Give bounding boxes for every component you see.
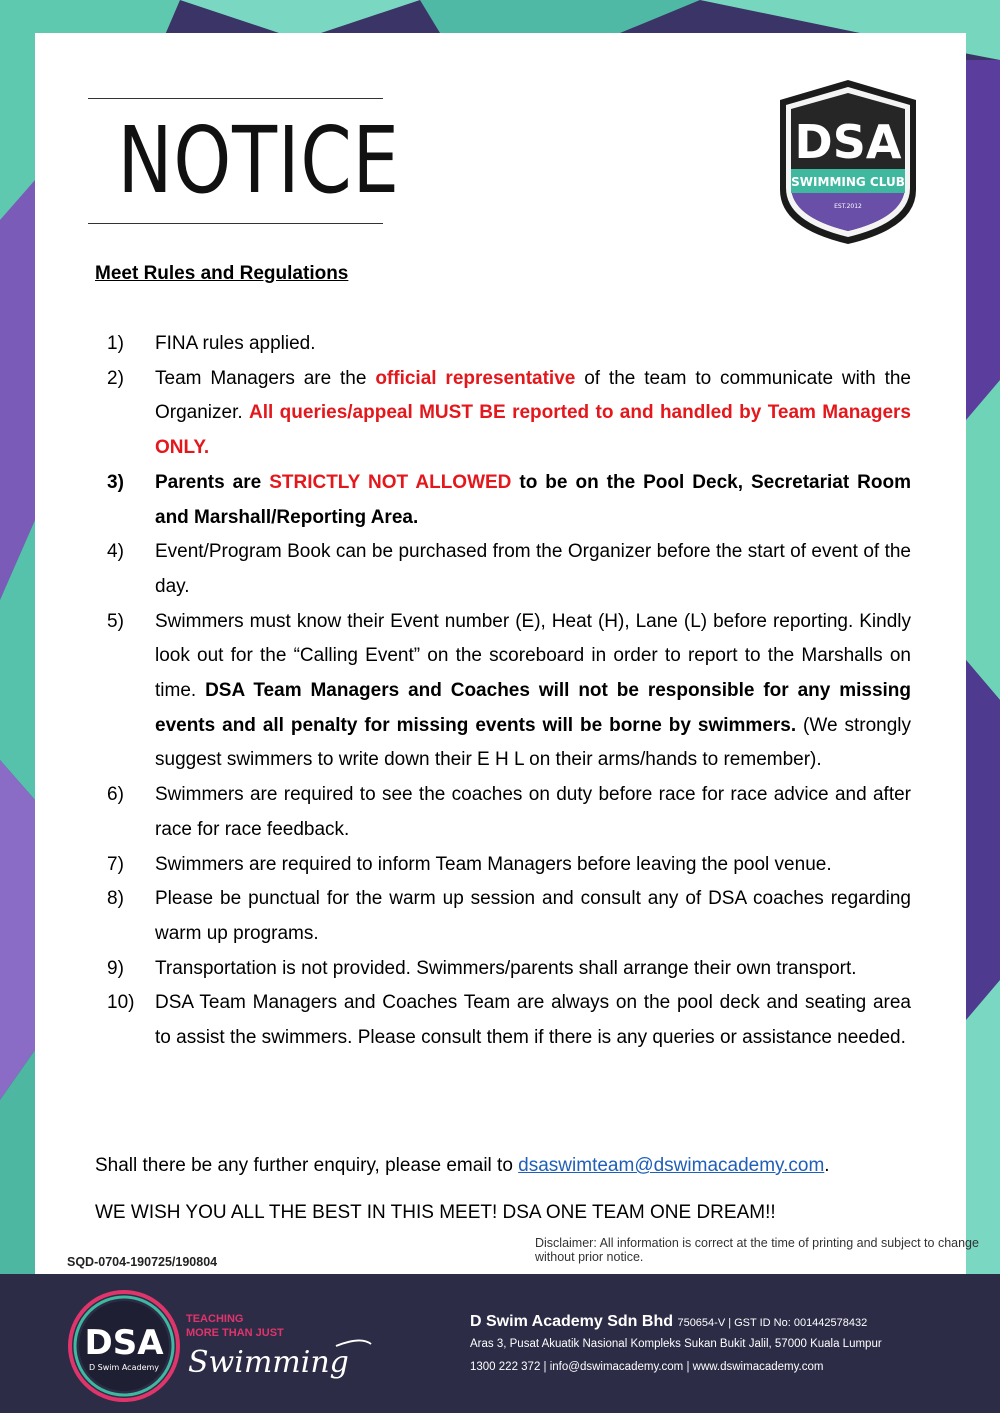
- rule-text-part: (We strongly suggest swimmers to write down their E H L on their arms/hands to remember).: [155, 714, 911, 771]
- rule-text-part: Swimmers are required to inform Team Managers before leaving the pool venue.: [155, 853, 832, 875]
- rule-text: [155, 986, 911, 1055]
- company-contact: 1300 222 372 | info@dswimacademy.com | www.dswimacademy.com: [470, 1361, 824, 1373]
- rule-number: 10): [107, 992, 135, 1014]
- rule-text: [155, 882, 911, 951]
- rule-text-part: Transportation is not provided. Swimmers/parents shall arrange their own transport.: [155, 957, 857, 979]
- swimming-signature: [186, 1326, 376, 1386]
- tagline-line-1: TEACHING: [186, 1313, 244, 1325]
- logo-band-text: SWIMMING CLUB: [791, 175, 905, 189]
- rule-number: 8): [107, 888, 124, 910]
- rule-text-part: STRICTLY NOT ALLOWED: [269, 471, 512, 493]
- rule-number: 5): [107, 610, 124, 632]
- rule-text-part: Swimmers must know their Event number (E), Heat (H), Lane (L) before reporting. Kindly look out for the “Calling Event” on the scoreboard in order to report to the Marshalls on time.: [155, 610, 911, 702]
- section-heading: Meet Rules and Regulations: [95, 263, 349, 284]
- notice-title: NOTICE: [117, 107, 400, 214]
- rule-number: 4): [107, 541, 124, 563]
- closing-wish: WE WISH YOU ALL THE BEST IN THIS MEET! DSA ONE TEAM ONE DREAM!!: [95, 1202, 776, 1223]
- rule-number: 1): [107, 333, 124, 354]
- rule-text-part: official representative: [375, 367, 576, 389]
- enquiry-suffix: .: [824, 1155, 830, 1176]
- company-name-text: D Swim Academy Sdn Bhd: [470, 1313, 673, 1330]
- company-registration: 750654-V | GST ID No: 001442578432: [677, 1317, 868, 1329]
- rule-item: [107, 986, 911, 1055]
- disclaimer: Disclaimer: All information is correct at the time of printing and subject to change without prior notice.: [535, 1236, 979, 1264]
- rule-text-part: Event/Program Book can be purchased from the Organizer before the start of event of the day.: [155, 541, 911, 597]
- rule-item: [107, 778, 911, 847]
- rule-number: 7): [107, 853, 124, 875]
- rule-item: [107, 535, 911, 604]
- company-name: [470, 1313, 867, 1331]
- rule-text-part: FINA rules applied.: [155, 333, 316, 354]
- tagline-line-2: MORE THAN JUST: [186, 1327, 284, 1339]
- footer-logo-dsa: DSA: [84, 1323, 164, 1363]
- rule-text: [155, 605, 911, 779]
- rule-text-part: DSA Team Managers and Coaches Team are always on the pool deck and seating area to assist the swimmers. Please consult them if there is any queries or assistance needed.: [155, 992, 911, 1049]
- dsa-swimming-club-logo: [772, 78, 924, 246]
- rule-text: [155, 952, 911, 987]
- rule-text-part: of the team to communicate with the Organizer.: [155, 367, 911, 424]
- rule-number: 3): [107, 471, 124, 493]
- rule-number: 6): [107, 784, 124, 806]
- dsa-academy-logo: [68, 1290, 180, 1402]
- rule-number: 9): [107, 957, 124, 979]
- logo-dsa-text: DSA: [794, 115, 902, 169]
- rule-item: [107, 848, 911, 883]
- rule-item: [107, 327, 911, 362]
- rule-text: [155, 327, 911, 362]
- document-code: SQD-0704-190725/190804: [67, 1255, 218, 1269]
- rule-text-part: Swimmers are required to see the coaches on duty before race for race advice and after race for race feedback.: [155, 784, 911, 840]
- rule-text: [155, 466, 911, 535]
- rule-text: [155, 535, 911, 604]
- rule-text-part: DSA Team Managers and Coaches will not be responsible for any missing events and all penalty for missing events will be borne by swimmers.: [155, 680, 911, 736]
- rule-item: [107, 466, 911, 535]
- signature-text: Swimming: [188, 1345, 349, 1380]
- rule-text-part: Please be punctual for the warm up session and consult any of DSA coaches regarding warm up programs.: [155, 888, 911, 944]
- notice-title-box: [88, 98, 400, 224]
- rule-number: 2): [107, 367, 124, 389]
- enquiry-line: [95, 1155, 830, 1177]
- rule-text: [155, 848, 911, 883]
- rule-item: [107, 952, 911, 987]
- rules-list: [107, 327, 911, 1056]
- company-address: Aras 3, Pusat Akuatik Nasional Kompleks Sukan Bukit Jalil, 57000 Kuala Lumpur: [470, 1338, 882, 1350]
- logo-est-text: EST.2012: [834, 203, 862, 210]
- rule-text: [155, 778, 911, 847]
- email-link[interactable]: dsaswimteam@dswimacademy.com: [518, 1155, 825, 1176]
- rule-text-part: All queries/appeal MUST BE reported to and handled by Team Managers ONLY.: [155, 402, 911, 459]
- rule-item: [107, 362, 911, 466]
- rule-text-part: to be on the Pool Deck, Secretariat Room and Marshall/Reporting Area.: [155, 471, 911, 528]
- rule-text-part: Parents are: [155, 471, 270, 493]
- footer-logo-sub: D Swim Academy: [88, 1363, 160, 1372]
- rule-text: [155, 362, 911, 466]
- rule-item: [107, 605, 911, 779]
- rule-text-part: Team Managers are the: [155, 367, 376, 389]
- enquiry-text: Shall there be any further enquiry, please email to: [95, 1155, 519, 1176]
- rule-item: [107, 882, 911, 951]
